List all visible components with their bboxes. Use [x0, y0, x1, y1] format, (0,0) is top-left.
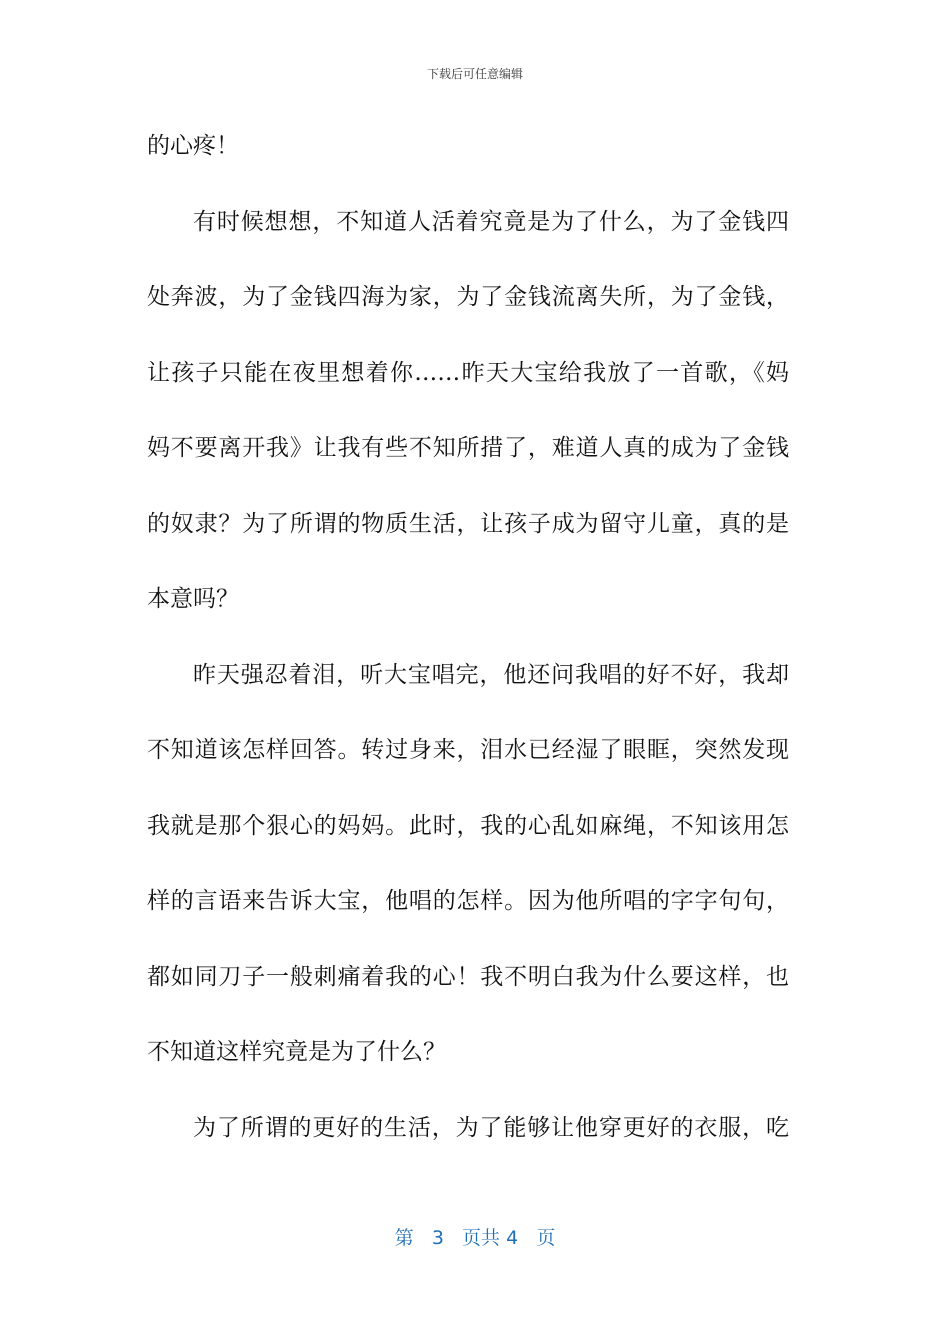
text-line-3: 处奔波，为了金钱四海为家，为了金钱流离失所，为了金钱， — [147, 284, 789, 310]
footer-label-page: 第 — [394, 1227, 414, 1249]
page-header: 下载后可任意编辑 — [426, 67, 523, 81]
text-line-9: 不知道该怎样回答。转过身来，泪水已经湿了眼眶，突然发现 — [147, 737, 789, 763]
text-line-12: 都如同刀子一般刺痛着我的心！我不明白我为什么要这样，也 — [147, 963, 789, 990]
footer-current-page: 3 — [431, 1227, 444, 1249]
text-line-14: 为了所谓的更好的生活，为了能够让他穿更好的衣服，吃 — [193, 1114, 789, 1141]
text-line-6: 的奴隶？为了所谓的物质生活，让孩子成为留守儿童，真的是 — [147, 510, 789, 537]
page-footer — [0, 1224, 950, 1252]
text-line-4: 让孩子只能在夜里想着你……昨天大宝给我放了一首歌，《妈 — [147, 359, 789, 386]
document-body — [147, 120, 789, 1177]
text-line-2: 有时候想想，不知道人活着究竟是为了什么，为了金钱四 — [193, 208, 789, 235]
text-line-5: 妈不要离开我》让我有些不知所措了，难道人真的成为了金钱 — [147, 435, 789, 461]
text-line-7: 本意吗？ — [147, 586, 239, 612]
text-line-13: 不知道这样究竟是为了什么？ — [147, 1039, 446, 1065]
text-line-10: 我就是那个狠心的妈妈。此时，我的心乱如麻绳，不知该用怎 — [147, 812, 789, 839]
text-line-11: 样的言语来告诉大宝，他唱的怎样。因为他所唱的字字句句， — [147, 888, 789, 914]
footer-label-of: 页共 — [462, 1227, 501, 1249]
footer-label-page-end: 页 — [536, 1227, 556, 1249]
footer-total-pages: 4 — [506, 1227, 519, 1249]
text-line-1: 的心疼！ — [147, 133, 239, 159]
text-line-8: 昨天强忍着泪，听大宝唱完，他还问我唱的好不好，我却 — [193, 661, 789, 688]
